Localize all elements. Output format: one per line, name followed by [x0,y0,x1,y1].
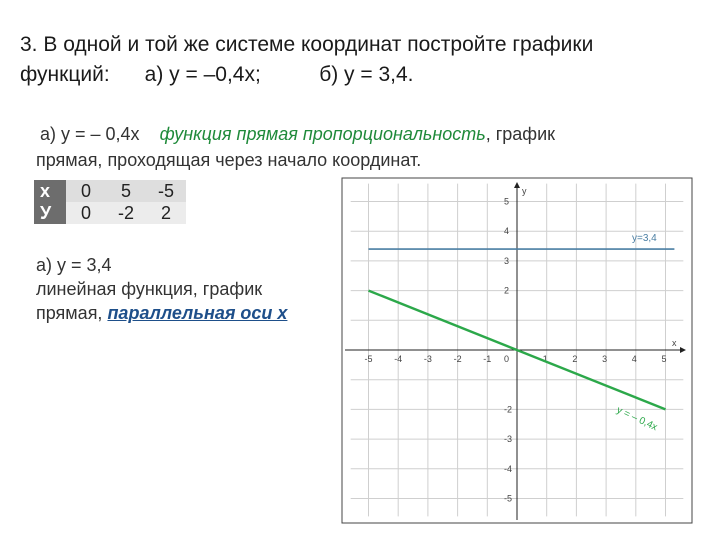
task-part-a: а) у = –0,4х; [144,63,261,86]
section-a-line-2: прямая, проходящая через начало координат. [36,150,422,170]
section-a-function-type: функция прямая пропорциональность [159,124,486,144]
y-tick-label: -4 [504,463,513,474]
x-tick-label: 1 [542,354,548,364]
line-y-minus-0-4x-label: у = – 0,4х [614,404,659,434]
y-tick-label: -2 [504,404,513,415]
table-cell: 0 [66,180,106,202]
y-tick-label: 3 [504,255,510,266]
section-a-formula: а) у = – 0,4х [40,124,140,144]
task-part-b: б) у = 3,4. [319,63,414,86]
section-b-prefix: прямая, [36,303,108,323]
x-tick-label: 3 [602,354,608,364]
x-tick-label: -2 [453,354,462,364]
section-a-desc-rest: , график [485,124,556,144]
table-cell: 2 [146,202,186,224]
origin-label: 0 [504,354,510,364]
table-y-label: У [34,202,66,224]
table-cell: -5 [146,180,186,202]
task-line-1: 3. В одной и той же системе координат постройте графики [20,33,594,56]
line-y-3-4-label: у=3,4 [632,233,657,244]
table-cell: -2 [106,202,146,224]
x-axis-name: x [672,338,677,348]
x-tick-label: -3 [423,354,432,364]
section-b-line-2: линейная функция, график [36,279,263,299]
y-tick-label: 5 [504,196,510,207]
y-axis-arrow [514,182,520,188]
x-tick-label: -5 [364,354,373,364]
y-tick-label: 4 [504,226,510,237]
table-cell: 0 [66,202,106,224]
table-x-label: x [34,180,66,202]
section-b-formula: а) у = 3,4 [36,255,112,275]
y-axis-name: y [522,186,527,196]
x-axis-arrow [680,347,686,353]
x-tick-label: -1 [483,354,492,364]
task-prefix: функций: [20,63,110,86]
section-b-emphasis: параллельная оси х [107,303,288,323]
y-tick-label: -5 [504,493,513,504]
table-cell: 5 [106,180,146,202]
x-tick-label: 2 [572,354,578,364]
x-tick-label: 5 [661,354,667,364]
x-tick-label: 4 [631,354,637,364]
y-tick-label: 2 [504,285,510,296]
y-tick-label: -3 [504,434,513,445]
x-tick-label: -4 [394,354,403,364]
